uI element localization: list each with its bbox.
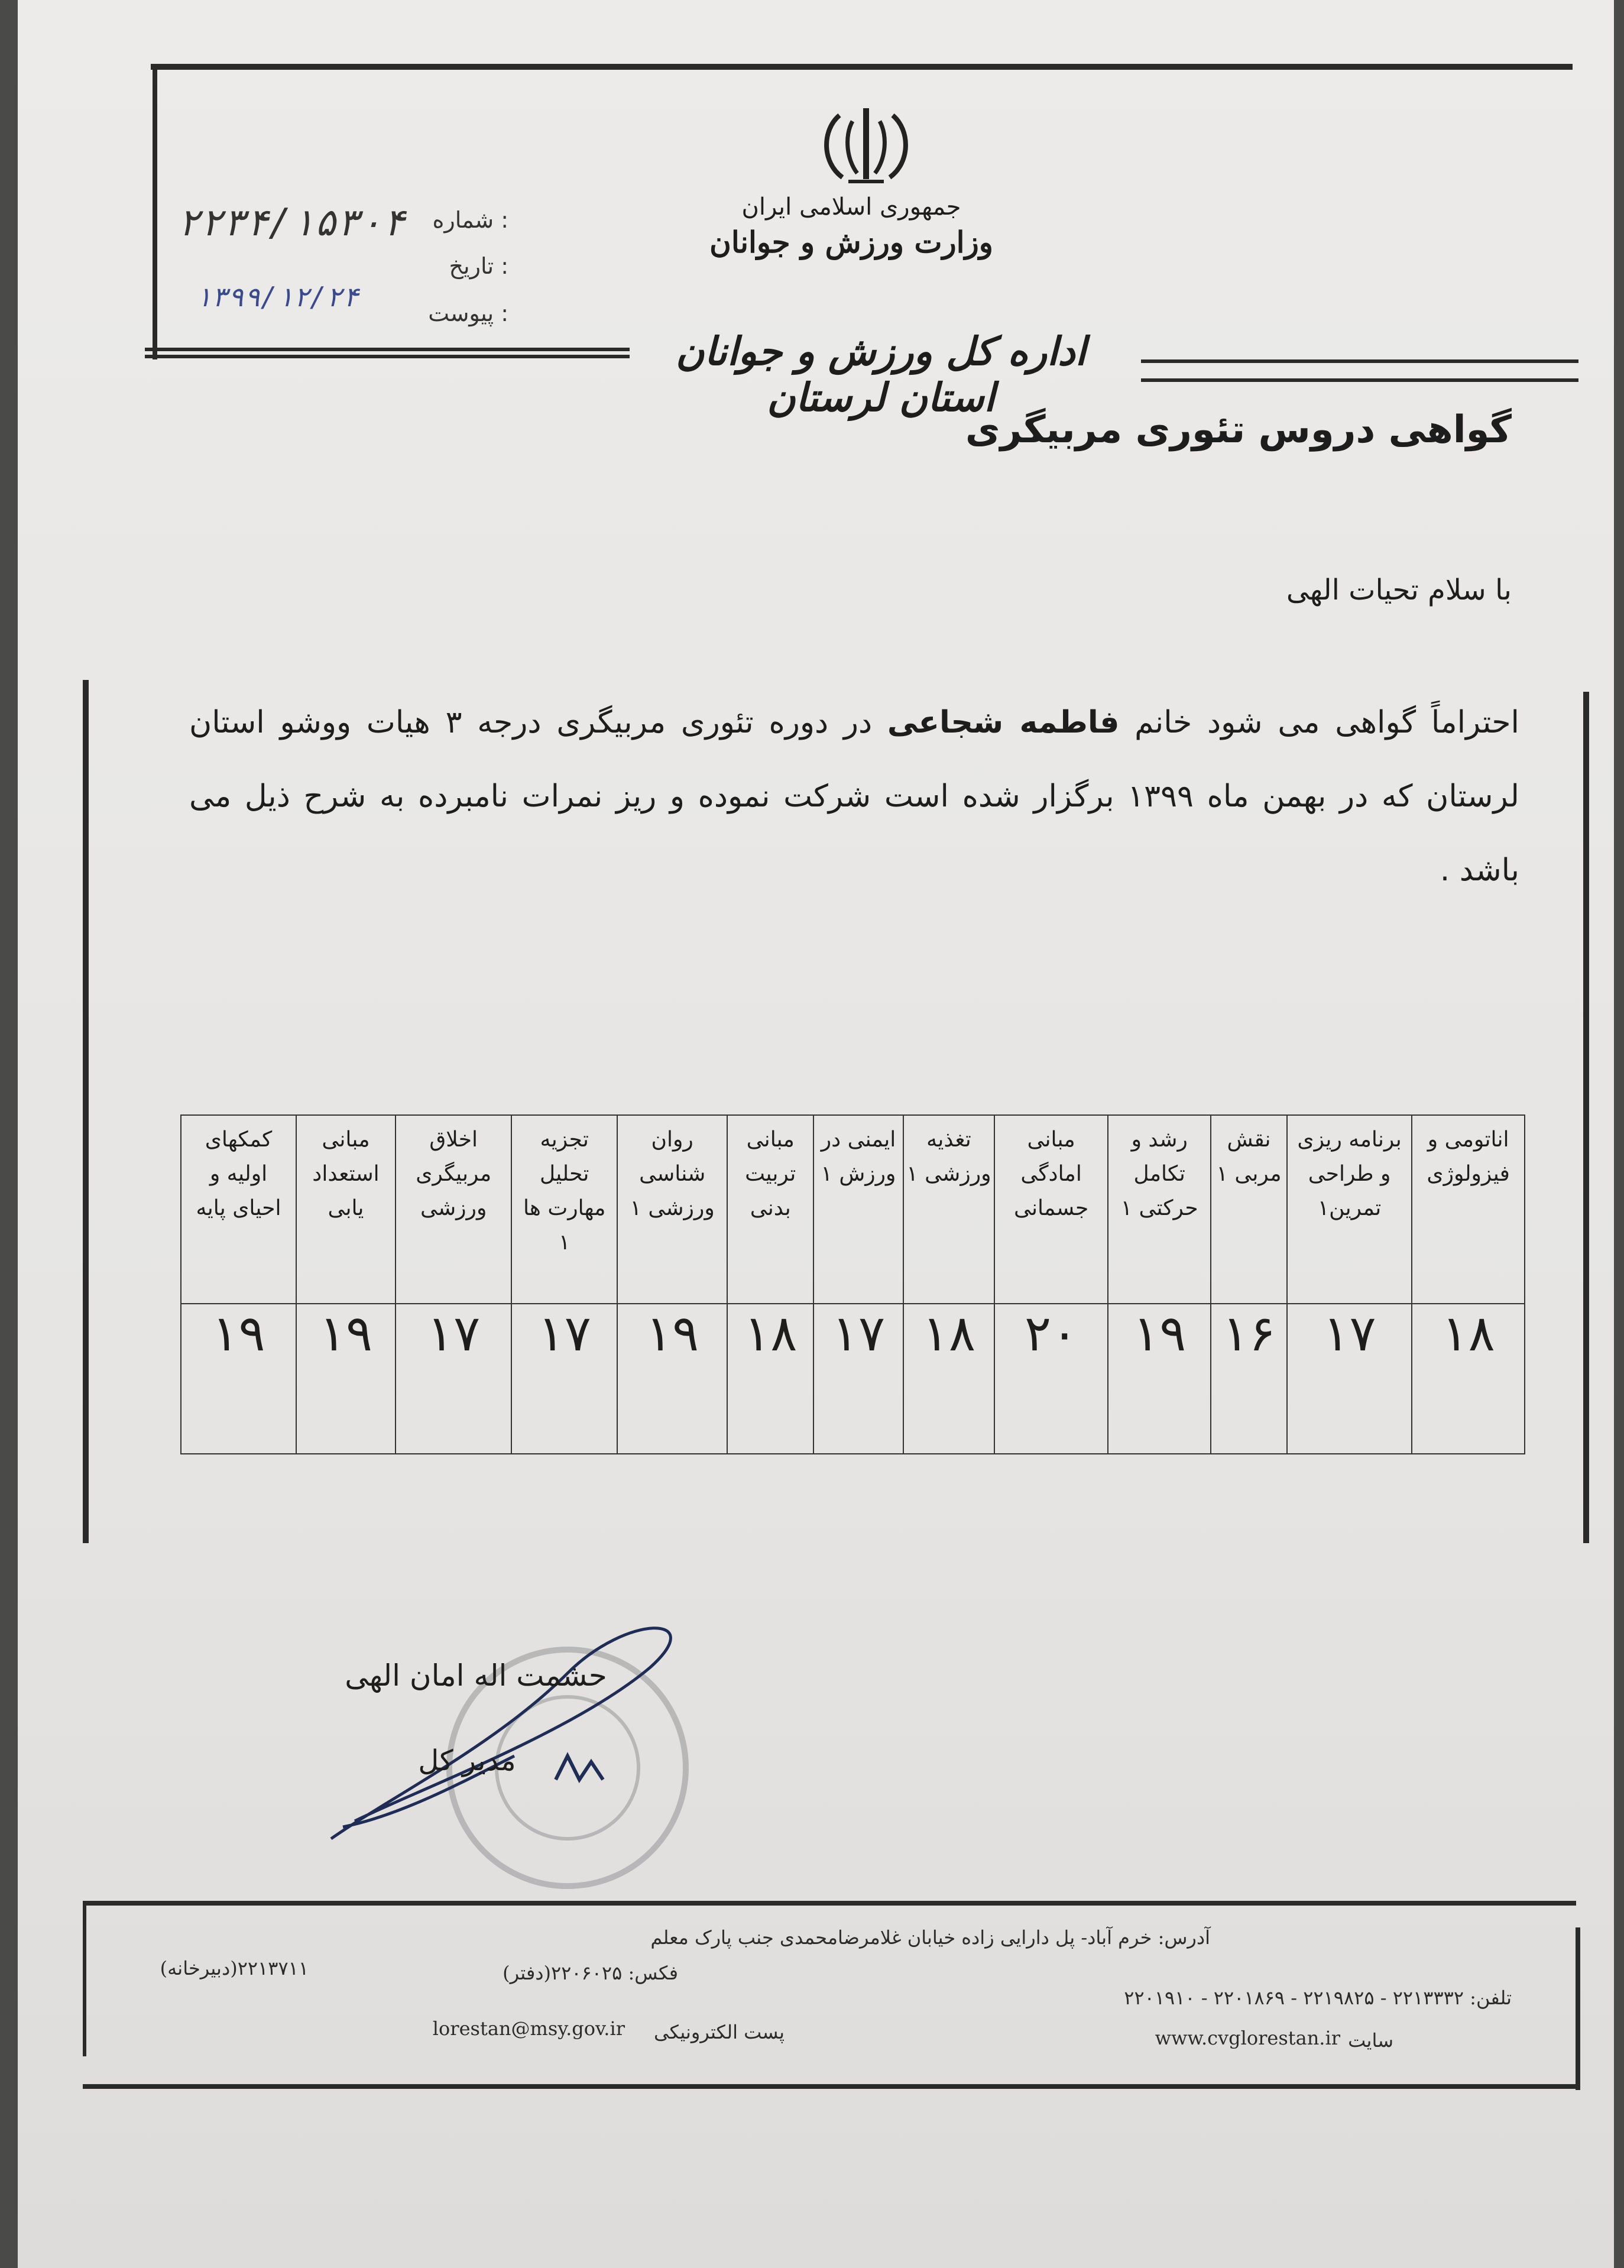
score-cell: ۱۹ [296, 1304, 396, 1454]
ministry-name: وزارت ورزش و جوانان [709, 225, 993, 260]
body-intro: احتراماً گواهی می شود خانم [1119, 705, 1519, 740]
score-cell: ۱۶ [1211, 1304, 1287, 1454]
subject-cell: اخلاق مربیگری ورزشی [396, 1115, 512, 1304]
subject-cell: مبانی استعداد یابی [296, 1115, 396, 1304]
footer-email: lorestan@msy.gov.ir [432, 2017, 625, 2040]
date-value: ۱۳۹۹/۱۲/۲۴ [195, 281, 359, 313]
subject-cell: اناتومی و فیزولوژی [1412, 1115, 1525, 1304]
footer-address: آدرس: خرم آباد- پل دارایی زاده خیابان غلامرضامحمدی جنب پارک معلم [650, 1926, 1210, 1949]
subject-cell: تجزیه تحلیل مهارت ها ۱ [511, 1115, 617, 1304]
subject-cell: مبانی امادگی جسمانی [994, 1115, 1108, 1304]
header-rule-right [1141, 359, 1578, 363]
footer-phone: تلفن: ۲۲۱۳۳۳۲ - ۲۲۱۹۸۲۵ - ۲۲۰۱۸۶۹ - ۲۲۰۱۹۱۰ [1124, 1987, 1512, 2009]
subject-cell: نقش مربی ۱ [1211, 1115, 1287, 1304]
grades-table [180, 1114, 1525, 1454]
iran-emblem-icon [816, 103, 916, 186]
document-title: گواهی دروس تئوری مربیگری [965, 408, 1512, 452]
score-cell: ۱۹ [181, 1304, 296, 1454]
certificate-body [189, 686, 1519, 908]
border-left-lower [83, 680, 89, 1543]
office-name: اداره کل ورزش و جوانان استان لرستان [675, 328, 1087, 420]
subject-cell: تغذیه ورزشی ۱ [903, 1115, 994, 1304]
date-label: تاریخ : [449, 253, 508, 279]
score-cell: ۱۸ [727, 1304, 813, 1454]
footer-border-right [1576, 1927, 1580, 2090]
signatory-name: حشمت اله امان الهی [345, 1658, 607, 1693]
scores-row [181, 1304, 1525, 1454]
number-value: ۲۲۳۴/۱۵۳۰۴ [177, 201, 406, 245]
footer-secretariat: ۲۲۱۳۷۱۱(دبیرخانه) [160, 1957, 309, 1979]
letter-meta [177, 201, 508, 343]
footer-fax: فکس: ۲۲۰۶۰۲۵(دفتر) [503, 1962, 678, 1984]
attachment-label: پیوست : [428, 300, 508, 326]
signature-scribble-icon [319, 1602, 698, 1856]
score-cell: ۱۷ [1287, 1304, 1412, 1454]
number-label: شماره : [432, 207, 508, 233]
border-left-upper [153, 64, 157, 359]
footer-email-label: پست الکترونیکی [653, 2021, 785, 2043]
subject-cell: رشد و تکامل حرکتی ۱ [1108, 1115, 1211, 1304]
person-name: فاطمه شجاعی [887, 705, 1120, 740]
subjects-row [181, 1115, 1525, 1304]
header-rule-left-2 [145, 355, 630, 358]
footer-site: www.cvglorestan.ir [1155, 2027, 1340, 2049]
score-cell: ۱۸ [903, 1304, 994, 1454]
subject-cell: کمکهای اولیه و احیای پایه [181, 1115, 296, 1304]
score-cell: ۱۹ [617, 1304, 727, 1454]
body-rest: در دوره تئوری مربیگری درجه ۳ هیات ووشو استان لرستان که در بهمن ماه ۱۳۹۹ برگزار شده است شرکت نموده و ریز نمرات نامبرده به شرح ذیل می باشد . [189, 705, 1520, 888]
header-rule-left [145, 348, 630, 351]
score-cell: ۱۷ [396, 1304, 512, 1454]
header-rule-right-2 [1141, 378, 1578, 382]
subject-cell: برنامه ریزی و طراحی تمرین۱ [1287, 1115, 1412, 1304]
signatory-role: مدیر کل [418, 1744, 516, 1777]
border-right [1583, 692, 1589, 1543]
greeting: با سلام تحیات الهی [1286, 574, 1512, 607]
footer-border-bottom [83, 2084, 1578, 2089]
border-top [151, 64, 1573, 70]
subject-cell: مبانی تربیت بدنی [727, 1115, 813, 1304]
score-cell: ۱۷ [511, 1304, 617, 1454]
country-name: جمهوری اسلامی ایران [741, 193, 961, 221]
score-cell: ۱۹ [1108, 1304, 1211, 1454]
score-cell: ۱۸ [1412, 1304, 1525, 1454]
subject-cell: ایمنی در ورزش ۱ [813, 1115, 903, 1304]
score-cell: ۱۷ [813, 1304, 903, 1454]
ministry-header [674, 189, 1029, 260]
subject-cell: روان شناسی ورزشی ۱ [617, 1115, 727, 1304]
score-cell: ۲۰ [994, 1304, 1108, 1454]
footer-site-label: سایت [1348, 2029, 1393, 2052]
